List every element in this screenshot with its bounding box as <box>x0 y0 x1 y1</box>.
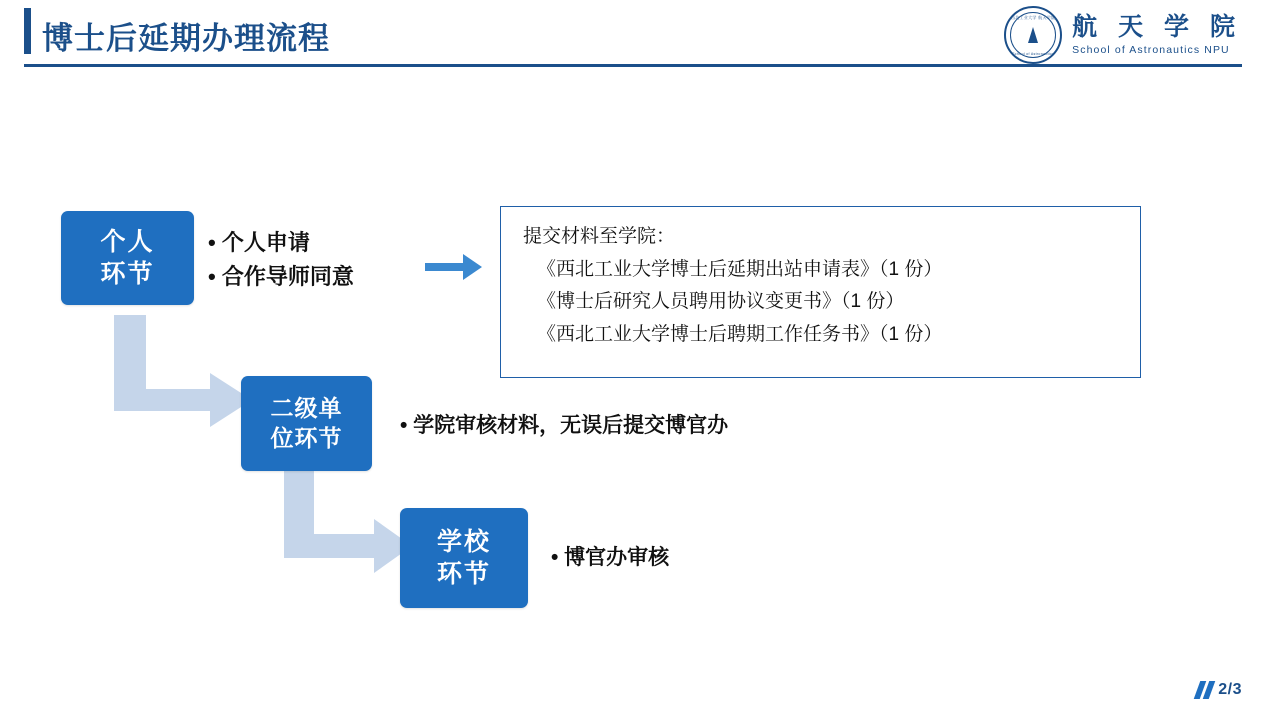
bullet-item: • 博官办审核 <box>551 546 670 569</box>
slide-header <box>0 0 1266 70</box>
flow-node-personal-line2: 环节 <box>100 260 155 288</box>
materials-heading: 提交材料至学院： <box>523 226 676 247</box>
materials-item: 《博士后研究人员聘用协议变更书》（1 份） <box>537 291 905 313</box>
flow-node-unit-line1: 二级单 <box>270 395 343 422</box>
school-logo <box>1004 6 1242 64</box>
header-accent-bar <box>24 8 31 54</box>
header-divider <box>24 64 1242 67</box>
flow-node-personal <box>61 211 194 305</box>
flow-bullets-school <box>551 541 669 571</box>
materials-item: 《西北工业大学博士后聘期工作任务书》（1 份） <box>537 324 943 346</box>
bullet-item: • 学院审核材料，无误后提交博官办 <box>400 414 729 437</box>
seal-top-text: 西北工业大学 航天学院 <box>1010 15 1056 20</box>
flow-node-unit <box>241 376 372 471</box>
flow-node-school-line2: 环节 <box>436 560 491 588</box>
flow-node-school <box>400 508 528 608</box>
university-seal-icon <box>1004 6 1062 64</box>
flow-node-school-line1: 学校 <box>436 528 491 556</box>
seal-bottom-text: School of Astronautics <box>1012 52 1055 56</box>
bullet-item: • 个人申请 <box>208 230 310 255</box>
flow-bullets-unit <box>400 409 728 439</box>
page-title: 博士后延期办理流程 <box>42 21 330 56</box>
flow-node-personal-line1: 个人 <box>100 228 155 256</box>
logo-text <box>1072 12 1242 56</box>
elbow-arrow-unit-to-school <box>272 470 417 575</box>
flow-bullets-personal <box>208 226 354 294</box>
elbow-arrow-personal-to-unit <box>100 315 260 430</box>
logo-name-cn: 航 天 学 院 <box>1072 12 1242 41</box>
right-arrow-icon <box>425 253 483 281</box>
page-number <box>1197 681 1242 699</box>
logo-name-en: School of Astronautics NPU <box>1072 43 1230 56</box>
seal-star-icon <box>1028 27 1038 43</box>
materials-item: 《西北工业大学博士后延期出站申请表》（1 份） <box>537 258 943 280</box>
slash-decoration-icon <box>1197 681 1212 699</box>
page-number-label: 2/3 <box>1218 681 1242 698</box>
bullet-item: • 合作导师同意 <box>208 264 354 290</box>
flow-node-unit-line2: 位环节 <box>270 424 343 451</box>
materials-list-box <box>500 206 1141 378</box>
